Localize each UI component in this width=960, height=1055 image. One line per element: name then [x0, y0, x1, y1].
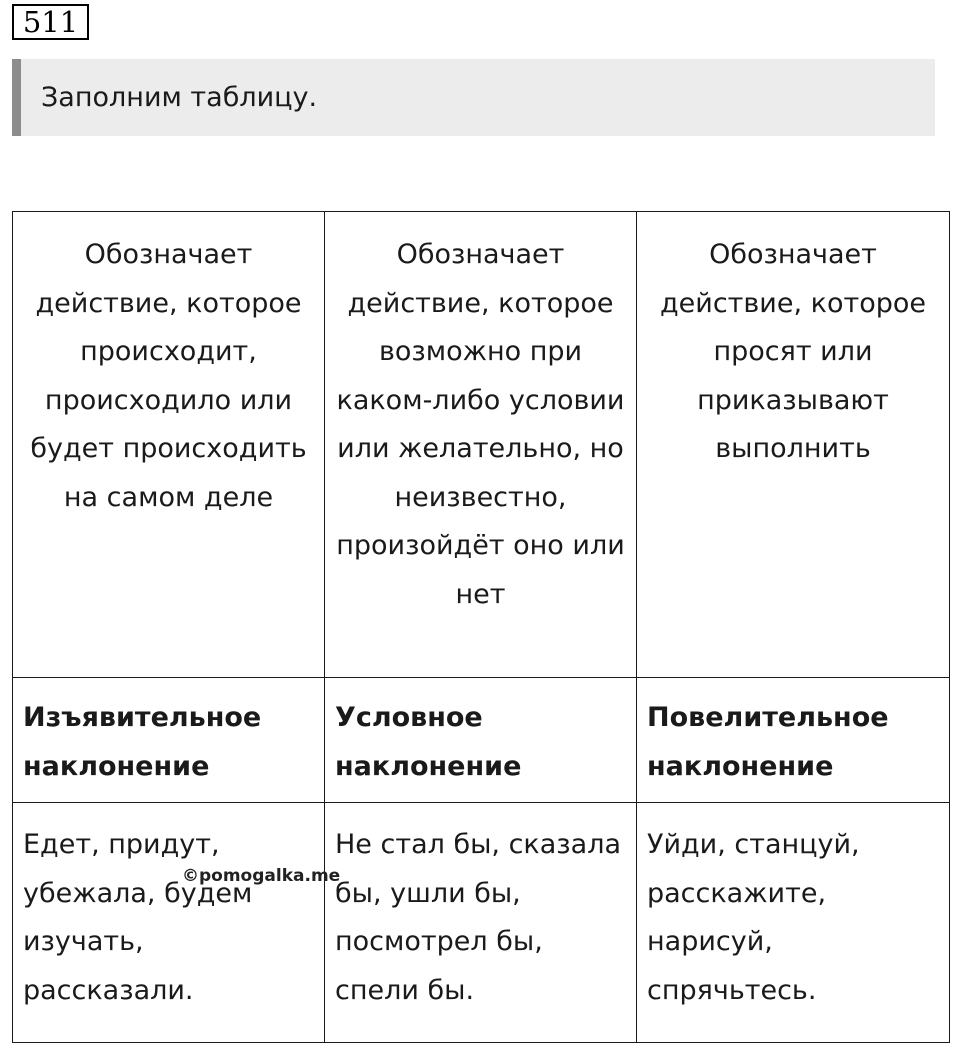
task-number: 511 [12, 4, 89, 40]
description-imperative: Обозначает действие, которое просят или приказывают выполнить [637, 212, 950, 678]
moods-table [12, 211, 950, 1043]
table-row-examples [13, 803, 950, 1043]
examples-imperative: Уйди, станцуй, расскажите, нарисуй, спрячьтесь. [637, 803, 950, 1043]
description-indicative: Обозначает действие, которое происходит, происходило или будет происходить на самом деле [13, 212, 325, 678]
name-indicative: Изъявительное наклонение [13, 678, 325, 803]
name-conditional: Условное наклонение [325, 678, 637, 803]
intro-text: Заполним таблицу. [41, 82, 318, 113]
table-row-descriptions [13, 212, 950, 678]
table-row-names [13, 678, 950, 803]
name-imperative: Повелительное наклонение [637, 678, 950, 803]
watermark: ©pomogalka.me [182, 866, 341, 886]
examples-conditional: Не стал бы, сказала бы, ушли бы, посмотрел бы, спели бы. [325, 803, 637, 1043]
intro-box [12, 59, 935, 136]
description-conditional: Обозначает действие, которое возможно при каком-либо условии или желательно, но неизвестно, произойдёт оно или нет [325, 212, 637, 678]
examples-indicative: Едет, придут, убежала, будем изучать, рассказали. [13, 803, 325, 1043]
